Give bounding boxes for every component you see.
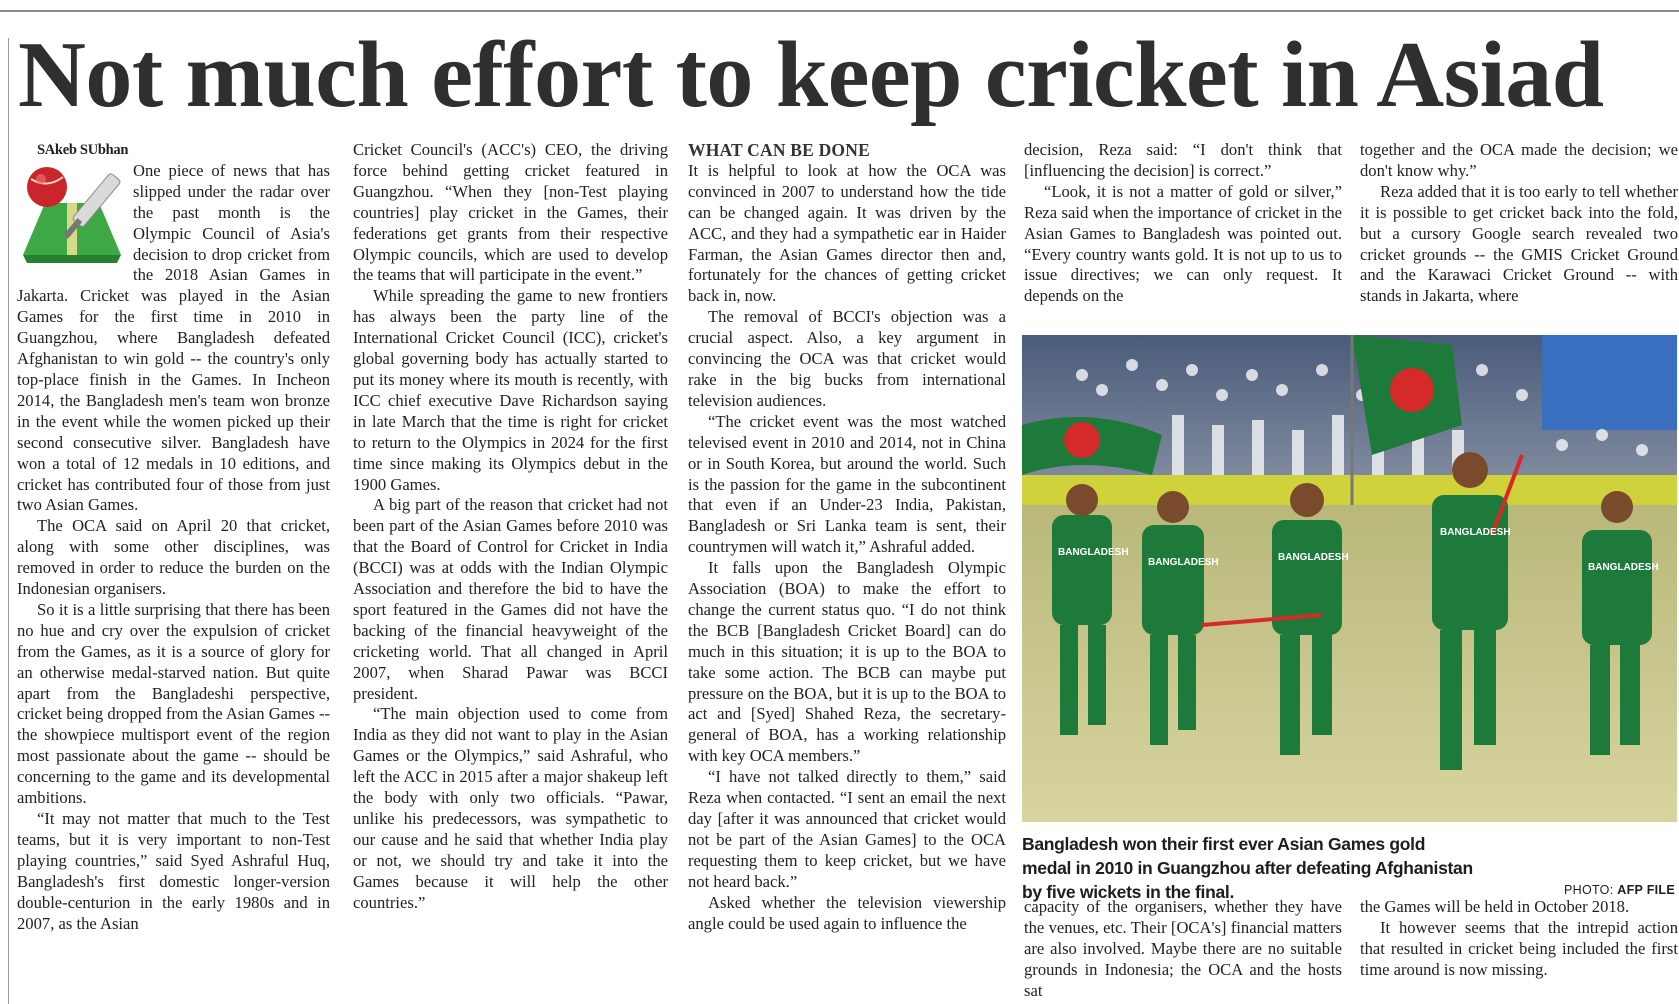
- paragraph: together and the OCA made the decision; we don't know why.”: [1360, 140, 1678, 180]
- paragraph: It falls upon the Bangladesh Olympic Association (BOA) to make the effort to change the current status quo. “I do not think the BCB [Bangladesh Cricket Board] can do much in this situation; it is up to the BOA to take some action. The BCB can maybe put pressure on the BOA, but it is up to the BOA to act and [Syed] Shahed Reza, the secretary-general of BOA, has a working relationship with key OCA members.”: [688, 558, 1006, 766]
- paragraph: One piece of news that has slipped under the radar over the past month is the Olympic Council of Asia's decision to drop cricket from the 2018 Asian Games in Jakarta. Cricket was played in the Asian Games for the first time in 2010 in Guangzhou, where Bangladesh defeated Afghanistan to win gold -- the country's only top-place finish in the Games. In Incheon 2014, the Bangladesh men's team won bronze in the event while the women picked up their second consecutive silver. Bangladesh have won a total of 12 medals in 10 editions, and cricket has contributed four of those from just two Asian Games.: [17, 160, 330, 515]
- paragraph: While spreading the game to new frontiers has always been the party line of the International Cricket Council (ICC), cricket's global governing body has actually started to put its money where its mouth is recently, with ICC chief executive Dave Richardson saying in late March that the time is right for cricket to return to the Olympics in 2024 for the first time since making its Olympics debut in the 1900 Games.: [353, 286, 668, 494]
- paragraph: It however seems that the intrepid action that resulted in cricket being included the first time around is now missing.: [1360, 917, 1678, 979]
- photo-credit-label: PHOTO:: [1563, 883, 1614, 897]
- team-celebration-photo: [1022, 335, 1677, 822]
- article-column-2: [353, 140, 668, 1004]
- byline: SAkeb SUbhan: [37, 142, 129, 158]
- article-column-5-top: [1360, 140, 1678, 320]
- paragraph: “The cricket event was the most watched televised event in 2010 and 2014, not in China or in South Korea, but around the world. Such is the passion for the game in the subcontinent that even if an Under-23 India, Pakistan, Bangladesh or Sri Lanka team is sent, their countrymen will watch it,” Ashraful added.: [688, 411, 1006, 557]
- paragraph: Asked whether the television viewership angle could be used again to influence the: [688, 892, 1006, 933]
- article-column-3: [688, 140, 1006, 1004]
- jersey-text: BANGLADESH: [1148, 557, 1219, 568]
- top-rule: [0, 10, 1679, 12]
- paragraph: Reza added that it is too early to tell whether it is possible to get cricket back into the fold, but a cursory Google search revealed two cricket grounds -- the GMIS Cricket Ground and the Karawaci Cricket Ground -- with stands in Jakarta, where: [1360, 181, 1678, 306]
- paragraph: The OCA said on April 20 that cricket, along with some other disciplines, was removed in order to reduce the burden on the Indonesian organisers.: [17, 516, 330, 599]
- photo-credit-source: AFP FILE: [1617, 883, 1675, 897]
- paragraph: So it is a little surprising that there has been no hue and cry over the expulsion of cricket from the Games, as it is a source of glory for an otherwise medal-starved nation. But quite apart from the Bangladeshi perspective, cricket being dropped from the Asian Games -- the showpiece multisport event of the region most passionate about the game -- should be concerning to the game and its developmental ambitions.: [17, 599, 330, 808]
- article-column-5-bottom: [1360, 897, 1678, 1004]
- paragraph: “The main objection used to come from India as they did not want to play in the Asian Games or the Olympics,” said Ashraful, who left the ACC in 2015 after a major shakeup left the body with only two officials. “Pawar, unlike his predecessors, was sympathetic to our cause and he said that whether India play or not, we should try and take it into the Games because it will help the other countries.”: [353, 704, 668, 912]
- photo-illustration: [1022, 335, 1677, 822]
- headline: Not much effort to keep cricket in Asiad: [18, 23, 1604, 127]
- jersey-text: BANGLADESH: [1588, 562, 1659, 573]
- subhead: WHAT CAN BE DONE: [688, 140, 870, 160]
- paragraph: “I have not talked directly to them,” said Reza when contacted. “I sent an email the next day [after it was announced that cricket would not be part of the Asian Games] to the OCA requesting them to keep cricket, but we have not heard back.”: [688, 767, 1006, 891]
- paragraph: It is helpful to look at how the OCA was convinced in 2007 to understand how the tide can be changed again. It was driven by the ACC, and they had a sympathetic ear in Haider Farman, the Asian Games director then and, fortunately for the chances of getting cricket back in, now.: [688, 160, 1006, 306]
- paragraph: “It may not matter that much to the Test teams, but it is very important to non-Test playing countries,” said Syed Ashraful Huq, Bangladesh's first domestic longer-version double-centurion in the early 1980s and in 2007, as the Asian: [17, 809, 330, 933]
- paragraph: capacity of the organisers, whether they have the venues, etc. Their [OCA's] financial matters are also involved. Maybe there are no suitable grounds in Indonesia; the OCA and the hosts sat: [1024, 897, 1342, 1000]
- cricket-ball-bat-icon: [17, 163, 125, 271]
- column-rule: [8, 38, 9, 1004]
- paragraph: A big part of the reason that cricket had not been part of the Asian Games before 2010 was that the Board of Control for Cricket in India (BCCI) was at odds with the Indian Olympic Association and therefore the bid to have the sport featured in the Games did not have the backing of the financial heavyweight of the cricketing world. That all changed in April 2007, when Sharad Pawar was BCCI president.: [353, 495, 668, 703]
- article-column-4-top: [1024, 140, 1342, 320]
- paragraph: the Games will be held in October 2018.: [1360, 897, 1630, 916]
- paragraph: Cricket Council's (ACC's) CEO, the driving force behind getting cricket featured in Guangzhou. “When they [non-Test playing countries] play cricket in the Games, their federations get grants from their respective Olympic councils, which are used to develop the teams that will participate in the event.”: [353, 140, 668, 285]
- jersey-text: BANGLADESH: [1278, 552, 1349, 563]
- paragraph: “Look, it is not a matter of gold or silver,” Reza said when the importance of cricket in the Asian Games to Bangladesh was pointed out. “Every country wants gold. It is not up to us to issue directives; we can only request. It depends on the: [1024, 181, 1342, 306]
- article-column-4-bottom: [1024, 897, 1342, 1004]
- paragraph: The removal of BCCI's objection was a crucial aspect. Also, a key argument in convincing the OCA was that cricket would rake in the big bucks from international television audiences.: [688, 307, 1006, 410]
- jersey-text: BANGLADESH: [1440, 527, 1511, 538]
- photo-caption-block: [1022, 832, 1679, 904]
- article-column-1: [17, 140, 330, 1004]
- photo-caption: Bangladesh won their first ever Asian Games gold medal in 2010 in Guangzhou after defeating Afghanistan by five wickets in the final.: [1022, 834, 1473, 902]
- jersey-text: BANGLADESH: [1058, 547, 1129, 558]
- paragraph: decision, Reza said: “I don't think that [influencing the decision] is correct.”: [1024, 140, 1342, 180]
